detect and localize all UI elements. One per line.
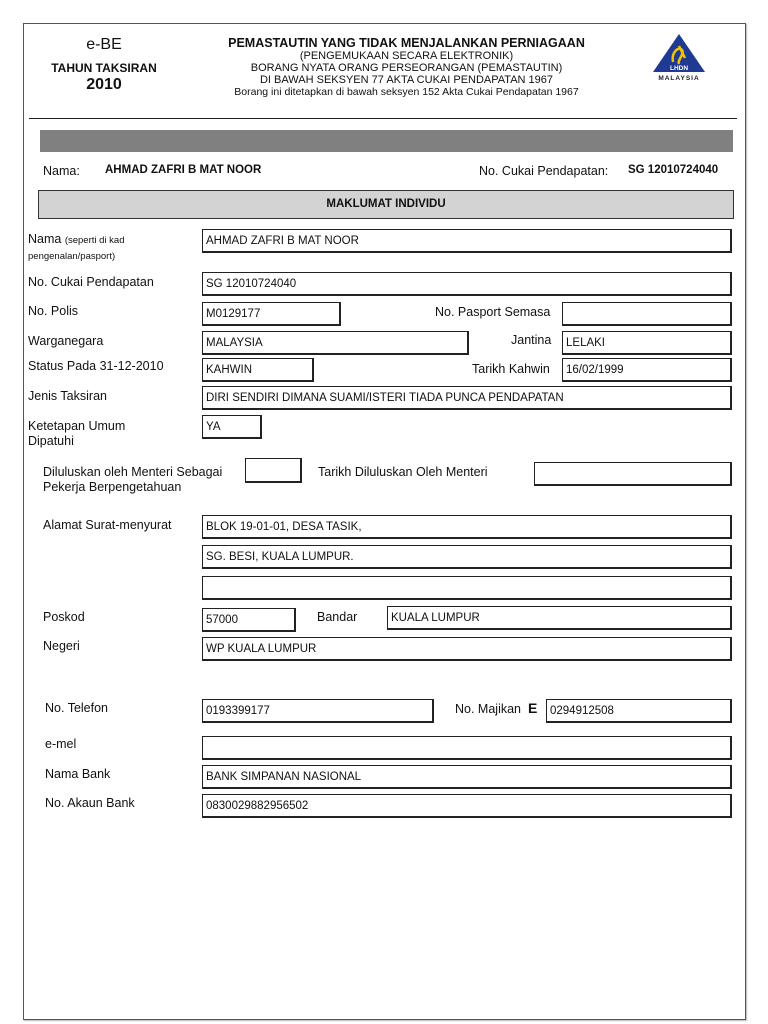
form-subtitle-2: BORANG NYATA ORANG PERSEORANGAN (PEMASTAUTIN)	[250, 62, 563, 74]
tarikh-kahwin-field[interactable]: 16/02/1999	[562, 358, 732, 382]
negeri-label: Negeri	[43, 639, 80, 653]
bandar-label: Bandar	[317, 610, 358, 624]
grey-banner	[40, 130, 733, 152]
logo-top-text: LHDN	[669, 65, 689, 72]
warganegara-field[interactable]: MALAYSIA	[202, 331, 469, 355]
alamat-line-2-field[interactable]: SG. BESI, KUALA LUMPUR.	[202, 545, 732, 569]
status-field[interactable]: KAHWIN	[202, 358, 314, 382]
negeri-field[interactable]: WP KUALA LUMPUR	[202, 637, 732, 661]
jenis-taksiran-field[interactable]: DIRI SENDIRI DIMANA SUAMI/ISTERI TIADA PUNCA PENDAPATAN	[202, 386, 732, 410]
warganegara-label: Warganegara	[28, 334, 104, 348]
majikan-field[interactable]: 0294912508	[546, 699, 732, 723]
summary-name-label: Nama:	[43, 164, 80, 178]
alamat-line-3-field[interactable]	[202, 576, 732, 600]
bandar-field[interactable]: KUALA LUMPUR	[387, 606, 732, 630]
assessment-year-label: TAHUN TAKSIRAN	[51, 61, 157, 75]
tarikh-lulus-field[interactable]	[534, 462, 732, 486]
form-subtitle-1: (PENGEMUKAAN SECARA ELEKTRONIK)	[299, 50, 514, 62]
majikan-label: No. Majikan E	[455, 700, 538, 716]
jantina-label: Jantina	[511, 333, 552, 347]
summary-tax-value: SG 12010724040	[628, 164, 719, 176]
form-title-block	[194, 36, 619, 98]
nama-field[interactable]: AHMAD ZAFRI B MAT NOOR	[202, 229, 732, 253]
pasport-field[interactable]	[562, 302, 732, 326]
form-subtitle-3: DI BAWAH SEKSYEN 77 AKTA CUKAI PENDAPATAN 1967	[259, 74, 554, 86]
jantina-field[interactable]: LELAKI	[562, 331, 732, 355]
nama-label: Nama (seperti di kad pengenalan/pasport)	[28, 232, 125, 262]
summary-name-value: AHMAD ZAFRI B MAT NOOR	[105, 164, 262, 176]
pasport-label: No. Pasport Semasa	[435, 305, 551, 319]
tarikh-kahwin-label: Tarikh Kahwin	[472, 362, 550, 376]
cukai-label: No. Cukai Pendapatan	[28, 275, 154, 289]
polis-field[interactable]: M0129177	[202, 302, 341, 326]
jenis-taksiran-label: Jenis Taksiran	[28, 389, 107, 403]
polis-label: No. Polis	[28, 304, 79, 318]
telefon-field[interactable]: 0193399177	[202, 699, 434, 723]
emel-field[interactable]	[202, 736, 732, 760]
status-label: Status Pada 31-12-2010	[28, 359, 164, 373]
alamat-label: Alamat Surat-menyurat	[43, 518, 172, 532]
form-code: e-BE	[86, 36, 122, 53]
logo-bottom-text: MALAYSIA	[658, 75, 700, 82]
diluluskan-field[interactable]	[245, 458, 302, 483]
section-header: MAKLUMAT INDIVIDU	[38, 190, 734, 219]
bank-label: Nama Bank	[45, 767, 111, 781]
lhdn-logo-icon	[649, 32, 709, 82]
alamat-line-1-field[interactable]: BLOK 19-01-01, DESA TASIK,	[202, 515, 732, 539]
diluluskan-label: Diluluskan oleh Menteri Sebagai Pekerja Berpengetahuan	[43, 465, 223, 494]
cukai-field[interactable]: SG 12010724040	[202, 272, 732, 296]
header-divider	[29, 118, 737, 119]
summary-tax-label: No. Cukai Pendapatan:	[479, 164, 609, 178]
poskod-label: Poskod	[43, 610, 85, 624]
form-subtitle-4: Borang ini ditetapkan di bawah seksyen 152 Akta Cukai Pendapatan 1967	[234, 86, 579, 98]
majikan-prefix: E	[527, 700, 538, 716]
akaun-field[interactable]: 0830029882956502	[202, 794, 732, 818]
emel-label: e-mel	[45, 737, 77, 751]
bank-field[interactable]: BANK SIMPANAN NASIONAL	[202, 765, 732, 789]
tarikh-lulus-label: Tarikh Diluluskan Oleh Menteri	[318, 465, 488, 479]
assessment-year: 2010	[86, 76, 122, 93]
poskod-field[interactable]: 57000	[202, 608, 296, 632]
form-title: PEMASTAUTIN YANG TIDAK MENJALANKAN PERNIAGAAN	[228, 36, 585, 50]
form-page	[23, 23, 746, 1020]
ketetapan-label: Ketetapan Umum Dipatuhi	[28, 419, 126, 448]
ketetapan-field[interactable]: YA	[202, 415, 262, 439]
telefon-label: No. Telefon	[45, 701, 109, 715]
akaun-label: No. Akaun Bank	[45, 796, 135, 810]
